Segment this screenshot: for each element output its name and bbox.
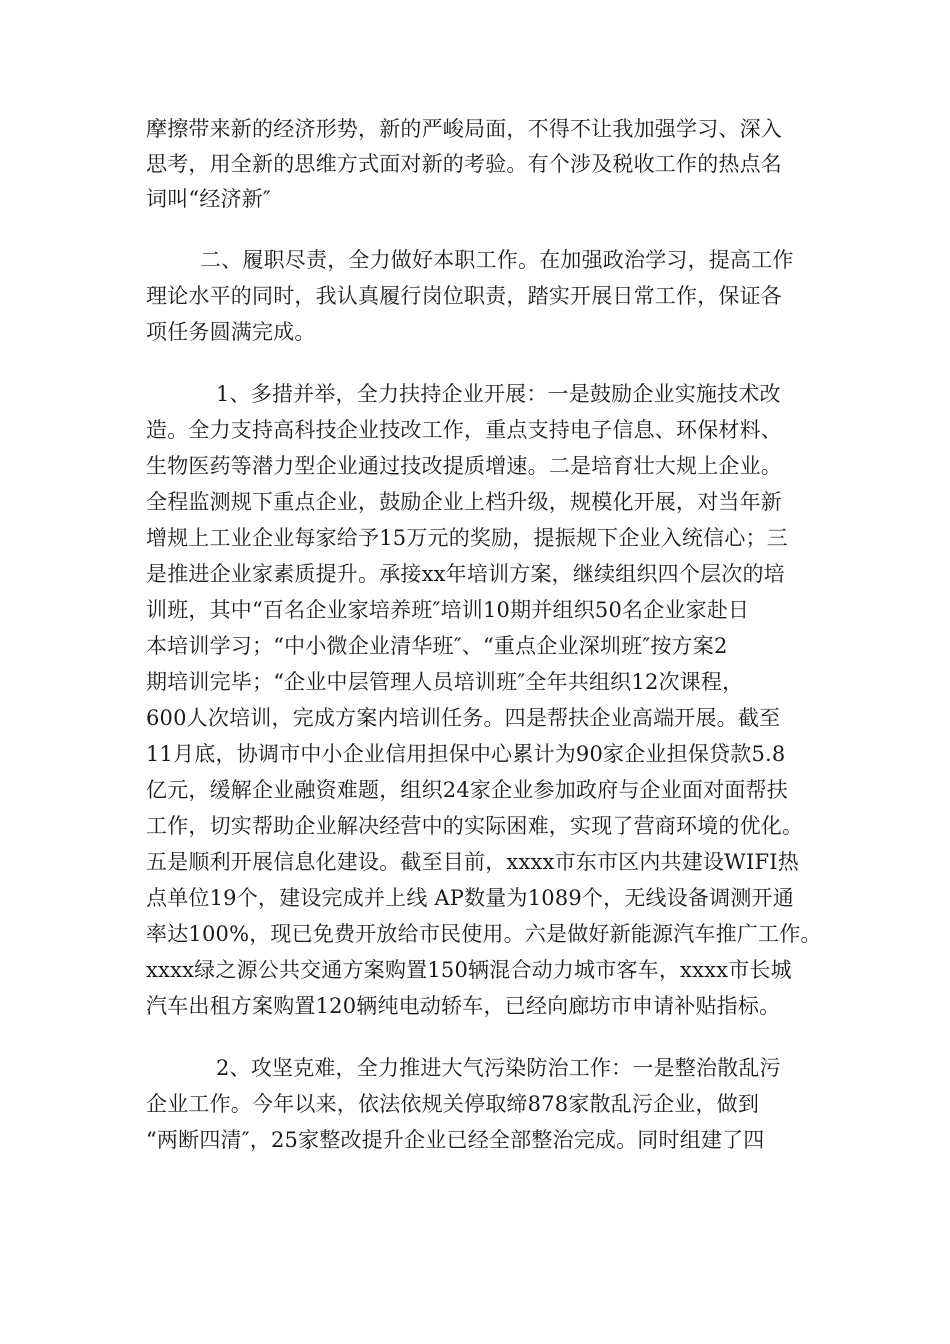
text-line: 思考，用全新的思维方式面对新的考验。有个涉及税收工作的热点名: [146, 152, 782, 176]
text-line: 600人次培训，完成方案内培训任务。四是帮扶企业高端开展。截至: [146, 706, 781, 730]
text-line: 理论水平的同时，我认真履行岗位职责，踏实开展日常工作，保证各: [146, 284, 782, 308]
text-line: 企业工作。今年以来，依法依规关停取缔878家散乱污企业，做到: [146, 1092, 760, 1116]
text-line: 词叫“经济新″: [146, 187, 271, 211]
text-line: 五是顺利开展信息化建设。截至目前，xxxx市东市区内共建设WIFI热: [146, 850, 799, 874]
text-line: 1、多措并举，全力扶持企业开展：一是鼓励企业实施技术改: [216, 382, 781, 406]
text-line: 工作，切实帮助企业解决经营中的实际困难，实现了营商环境的优化。: [146, 814, 804, 838]
text-line: 是推进企业家素质提升。承接xx年培训方案，继续组织四个层次的培: [146, 562, 785, 586]
text-line: 2、攻坚克难，全力推进大气污染防治工作：一是整治散乱污: [216, 1056, 781, 1080]
text-line: xxxx绿之源公共交通方案购置150辆混合动力城市客车，xxxx市长城: [146, 958, 792, 982]
text-line: “两断四清″，25家整改提升企业已经全部整治完成。同时组建了四: [146, 1128, 765, 1152]
text-line: 训班，其中“百名企业家培养班″培训10期并组织50名企业家赴日: [146, 598, 750, 622]
text-line: 造。全力支持高科技企业技改工作，重点支持电子信息、环保材料、: [146, 418, 782, 442]
text-line: 本培训学习；“中小微企业清华班″、“重点企业深圳班″按方案2: [146, 634, 728, 658]
text-line: 全程监测规下重点企业，鼓励企业上档升级，规模化开展，对当年新: [146, 490, 782, 514]
text-line: 二、履职尽责，全力做好本职工作。在加强政治学习，提高工作: [200, 248, 794, 272]
text-line: 生物医药等潜力型企业通过技改提质增速。二是培育壮大规上企业。: [146, 454, 782, 478]
text-line: 11月底，协调市中小企业信用担保中心累计为90家企业担保贷款5.8: [146, 742, 786, 766]
text-line: 率达100%，现已免费开放给市民使用。六是做好新能源汽车推广工作。: [146, 922, 822, 946]
text-line: 增规上工业企业每家给予15万元的奖励，提振规下企业入统信心；三: [146, 526, 788, 550]
text-line: 汽车出租方案购置120辆纯电动轿车，已经向廊坊市申请补贴指标。: [146, 994, 781, 1018]
text-line: 期培训完毕；“企业中层管理人员培训班″全年共组织12次课程，: [146, 670, 744, 694]
text-line: 摩擦带来新的经济形势，新的严峻局面，不得不让我加强学习、深入: [146, 117, 782, 141]
text-line: 点单位19个，建设完成并上线 AP数量为1089个，无线设备调测开通: [146, 886, 794, 910]
text-line: 项任务圆满完成。: [146, 320, 316, 344]
text-line: 亿元，缓解企业融资难题，组织24家企业参加政府与企业面对面帮扶: [146, 778, 788, 802]
